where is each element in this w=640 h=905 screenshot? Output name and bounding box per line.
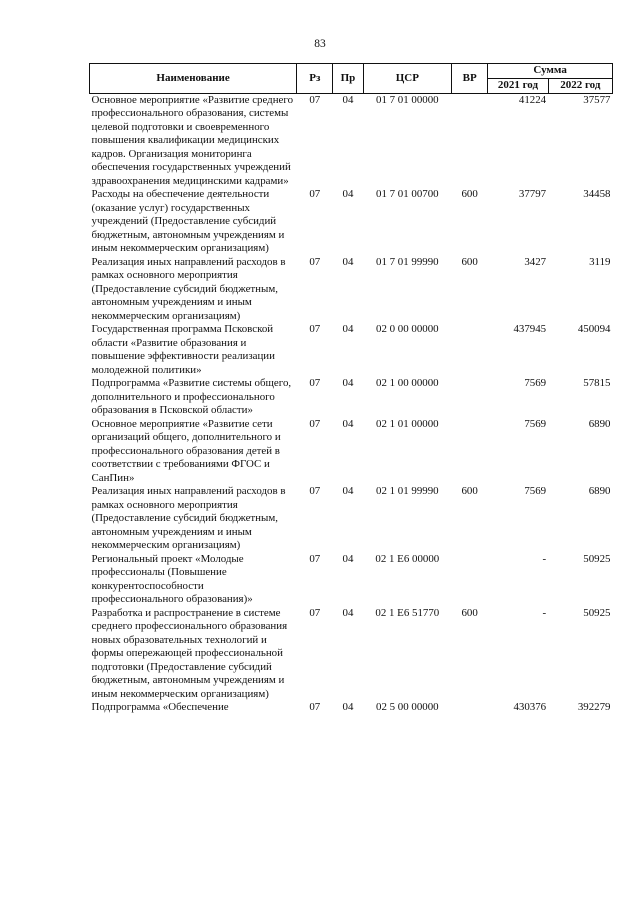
row-csr: 01 7 01 99990: [376, 255, 439, 268]
row-sum-2022: 3119: [589, 255, 611, 268]
row-csr: 02 1 01 00000: [376, 417, 439, 430]
header-year-2022: 2022 год: [548, 79, 612, 94]
table-header-row: [90, 64, 613, 79]
row-csr: 02 1 01 99990: [376, 485, 439, 497]
table-row: [90, 323, 613, 377]
row-sum-2022: 50925: [583, 606, 611, 619]
header-rz: Рз: [297, 64, 333, 94]
table-row: [90, 93, 613, 188]
row-sum-2021: 7569: [524, 417, 547, 430]
row-name: Основное мероприятие «Развитие среднего профессионального образования, системы целевой подготовки и своевременного повышения квалификации медицинских кадров. Организация мониторинга обеспечения государственных учреждений здравоохранения медицинскими кадрами»: [91, 93, 294, 187]
row-name: Государственная программа Псковской области «Развитие образования и повышение эффективности реализации молодежной политики»: [91, 323, 275, 376]
table-row: [90, 377, 613, 418]
row-vr: 600: [461, 255, 478, 268]
row-csr: 01 7 01 00000: [376, 93, 439, 106]
table-row: [90, 256, 613, 324]
table-row: [90, 485, 613, 553]
row-csr: 01 7 01 00700: [376, 188, 439, 200]
row-sum-2022: 50925: [583, 552, 611, 565]
row-pr: 04: [342, 606, 354, 619]
row-rz: 07: [309, 93, 321, 106]
row-csr: 02 1 E6 00000: [375, 552, 440, 565]
row-vr: [452, 323, 488, 377]
header-vr: ВР: [452, 64, 488, 94]
row-rz: 07: [309, 701, 321, 713]
row-sum-2021: -: [542, 606, 547, 619]
row-rz: 07: [309, 188, 321, 200]
header-sum: Сумма: [488, 64, 613, 79]
row-pr: 04: [342, 255, 354, 268]
header-name: Наименование: [90, 64, 297, 94]
row-sum-2021: 437945: [513, 323, 547, 335]
row-sum-2022: 6890: [588, 417, 611, 430]
row-rz: 07: [309, 552, 321, 565]
row-sum-2022: 6890: [588, 485, 611, 497]
table-row: [90, 418, 613, 486]
row-csr: 02 0 00 00000: [376, 323, 439, 335]
row-name: Подпрограмма «Развитие системы общего, дополнительного и профессионального образования в Псковской области»: [91, 377, 292, 416]
header-pr: Пр: [333, 64, 363, 94]
row-sum-2022: 392279: [577, 701, 611, 713]
row-sum-2021: 37797: [518, 188, 547, 200]
row-pr: 04: [342, 188, 354, 200]
row-sum-2021: 430376: [513, 701, 547, 713]
row-rz: 07: [309, 323, 321, 335]
row-pr: 04: [342, 552, 354, 565]
row-sum-2022: 37577: [583, 93, 611, 106]
header-csr: ЦСР: [363, 64, 452, 94]
row-sum-2022: 57815: [583, 377, 611, 389]
row-csr: 02 1 E6 51770: [375, 606, 440, 619]
table-row: [90, 701, 613, 715]
row-name: Расходы на обеспечение деятельности (оказание услуг) государственных учреждений (Предоставление субсидий бюджетным, автономным учреждениям и иным некоммерческим организациям): [91, 188, 285, 254]
row-name: Реализация иных направлений расходов в рамках основного мероприятия (Предоставление субсидий бюджетным, автономным учреждениям и иным некоммерческим организациям): [91, 255, 286, 322]
row-vr: [452, 377, 488, 418]
header-year-2021: 2021 год: [488, 79, 548, 94]
row-rz: 07: [309, 377, 321, 389]
row-csr: 02 5 00 00000: [376, 701, 439, 713]
row-vr: [452, 701, 488, 715]
row-pr: 04: [342, 701, 354, 713]
row-sum-2022: 34458: [583, 188, 611, 200]
page-number: 83: [314, 38, 326, 50]
row-vr: [452, 93, 488, 188]
row-pr: 04: [342, 485, 354, 497]
row-pr: 04: [342, 417, 354, 430]
row-vr: 600: [461, 606, 478, 619]
row-sum-2021: 7569: [524, 377, 547, 389]
row-sum-2021: -: [542, 552, 547, 565]
row-name: Региональный проект «Молодые профессионалы (Повышение конкурентоспособности профессионального образования)»: [91, 552, 253, 605]
row-pr: 04: [342, 323, 354, 335]
row-name: Подпрограмма «Обеспечение: [91, 701, 229, 713]
row-name: Основное мероприятие «Развитие сети организаций общего, дополнительного и профессионального образования детей в соответствии с требованиями ФГОС и СанПин»: [91, 417, 281, 484]
budget-table: [89, 63, 613, 715]
row-pr: 04: [342, 93, 354, 106]
row-sum-2022: 450094: [577, 323, 611, 335]
row-name: Реализация иных направлений расходов в рамках основного мероприятия (Предоставление субсидий бюджетным, автономным учреждениям и иным некоммерческим организациям): [91, 485, 286, 551]
row-vr: 600: [461, 188, 478, 200]
row-rz: 07: [309, 485, 321, 497]
row-name: Разработка и распространение в системе среднего профессионального образования новых образовательных технологий и формы опережающей профессиональной подготовки (Предоставление субсидий бюджетным, автономным учреждениям и иным некоммерческим организациям): [91, 606, 288, 700]
row-sum-2021: 41224: [518, 93, 547, 106]
table-row: [90, 188, 613, 256]
row-rz: 07: [309, 255, 321, 268]
row-sum-2021: 7569: [524, 485, 547, 497]
row-sum-2021: 3427: [524, 255, 547, 268]
row-rz: 07: [309, 606, 321, 619]
row-vr: [452, 553, 488, 607]
row-vr: 600: [461, 485, 478, 497]
row-pr: 04: [342, 377, 354, 389]
table-row: [90, 553, 613, 607]
table-row: [90, 607, 613, 702]
row-csr: 02 1 00 00000: [376, 377, 439, 389]
row-vr: [452, 418, 488, 486]
row-rz: 07: [309, 417, 321, 430]
